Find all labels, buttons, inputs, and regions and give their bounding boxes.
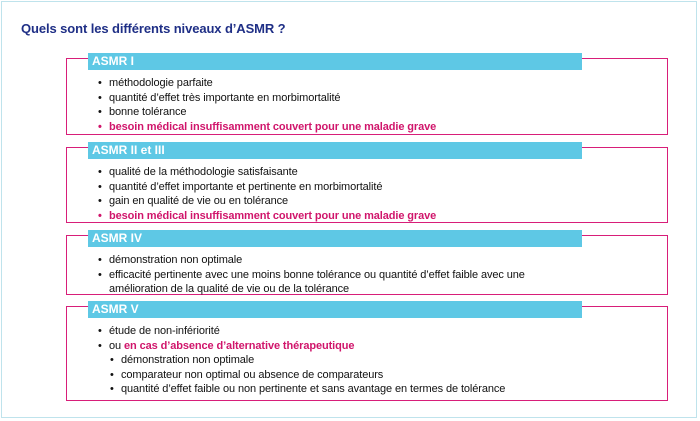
sub-list-item: • démonstration non optimale bbox=[110, 354, 255, 366]
page-title: Quels sont les différents niveaux d’ASMR ? bbox=[21, 21, 286, 36]
section-asmr-1 bbox=[66, 54, 668, 135]
section-asmr-2-3 bbox=[66, 143, 668, 223]
criteria-list bbox=[98, 253, 647, 297]
sub-list-item: • quantité d’effet faible ou non pertinente et sans avantage en termes de tolérance bbox=[110, 383, 506, 395]
sub-list-item: • comparateur non optimal ou absence de comparateurs bbox=[110, 368, 384, 381]
section-header: ASMR IV bbox=[88, 230, 582, 247]
section-header: ASMR II et III bbox=[88, 142, 582, 159]
section-header: ASMR V bbox=[88, 301, 582, 318]
list-item: • méthodologie parfaite bbox=[98, 77, 213, 89]
criteria-list bbox=[98, 76, 647, 134]
list-item: • qualité de la méthodologie satisfaisante bbox=[98, 166, 298, 178]
list-item-highlight: • besoin médical insuffisamment couvert pour une maladie grave bbox=[98, 209, 437, 222]
criteria-list bbox=[98, 324, 647, 397]
list-item: • gain en qualité de vie ou en tolérance bbox=[98, 195, 289, 207]
list-item: • efficacité pertinente avec une moins bonne tolérance ou quantité d’effet faible avec une bbox=[98, 268, 525, 281]
list-item-highlight: • besoin médical insuffisamment couvert pour une maladie grave bbox=[98, 120, 437, 133]
criteria-list bbox=[98, 165, 647, 223]
section-asmr-4 bbox=[66, 231, 668, 295]
section-header: ASMR I bbox=[88, 53, 582, 70]
list-item: • démonstration non optimale bbox=[98, 254, 243, 266]
list-item: • ou en cas d’absence d’alternative thérapeutique bbox=[98, 339, 355, 352]
list-item: • bonne tolérance bbox=[98, 106, 187, 118]
section-asmr-5 bbox=[66, 302, 668, 401]
list-item-continuation: amélioration de la qualité de vie ou de la tolérance bbox=[109, 283, 350, 295]
list-item: • quantité d’effet importante et pertinente en morbimortalité bbox=[98, 180, 383, 193]
list-item: • quantité d’effet très importante en morbimortalité bbox=[98, 91, 341, 104]
list-item: • étude de non-infériorité bbox=[98, 325, 220, 337]
